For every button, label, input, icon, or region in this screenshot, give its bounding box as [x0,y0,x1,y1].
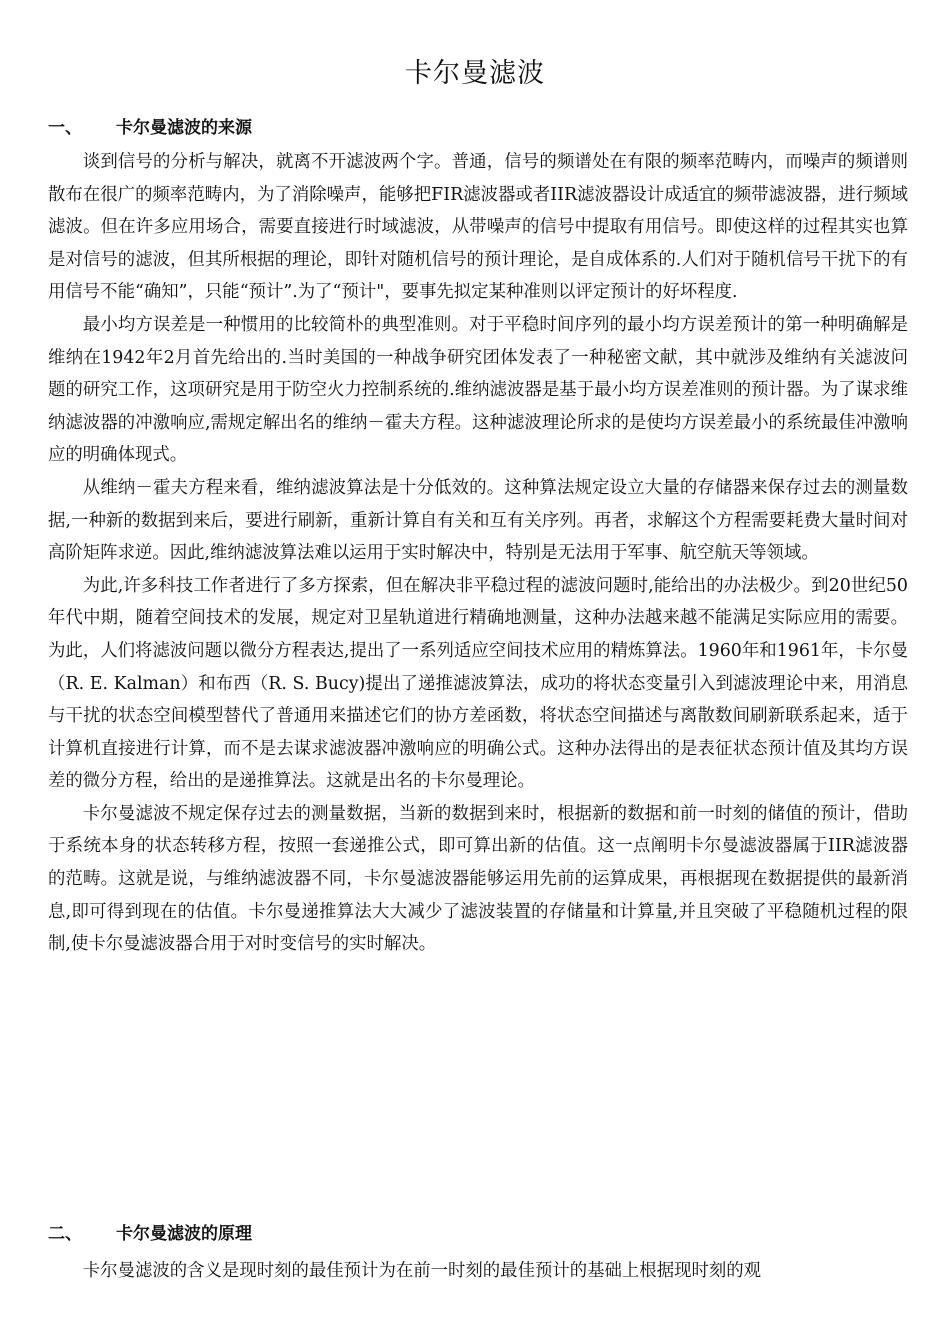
paragraph: 卡尔曼滤波不规定保存过去的测量数据，当新的数据到来时，根据新的数据和前一时刻的储值的预计，借助于系统本身的状态转移方程，按照一套递推公式，即可算出新的估值。这一点阐明卡尔曼滤波器属于IIR滤波器的范畴。这就是说，与维纳滤波器不同，卡尔曼滤波器能够运用先前的运算成果，再根据现在数据提供的最新消息,即可得到现在的估值。卡尔曼递推算法大大减少了滤波装置的存储量和计算量,并且突破了平稳随机过程的限制,使卡尔曼滤波器合用于对时变信号的实时解决。 [48,803,908,955]
paragraph: 从维纳－霍夫方程来看，维纳滤波算法是十分低效的。这种算法规定设立大量的存储器来保存过去的测量数据,一种新的数据到来后，要进行刷新，重新计算自有关和互有关序列。再者，求解这个方程需要耗费大量时间对高阶矩阵求逆。因此,维纳滤波算法难以运用于实时解决中，特别是无法用于军事、航空航天等领域。 [48,477,908,564]
section-title-1: 卡尔曼滤波的来源 [116,118,252,138]
section-body-2 [48,1255,908,1288]
paragraph: 卡尔曼滤波的含义是现时刻的最佳预计为在前一时刻的最佳预计的基础上根据现时刻的观 [82,1261,762,1281]
paragraph: 最小均方误差是一种惯用的比较简朴的典型准则。对于平稳时间序列的最小均方误差预计的第一种明确解是维纳在1942年2月首先给出的.当时美国的一种战争研究团体发表了一种秘密文献，其中就涉及维纳有关滤波问题的研究工作，这项研究是用于防空火力控制系统的.维纳滤波器是基于最小均方误差准则的预计器。为了谋求维纳滤波器的冲激响应,需规定解出名的维纳－霍夫方程。这种滤波理论所求的是使均方误差最小的系统最佳冲激响应的明确体现式。 [48,314,908,466]
paragraph: 为此,许多科技工作者进行了多方探索，但在解决非平稳过程的滤波问题时,能给出的办法极少。到20世纪50年代中期，随着空间技术的发展，规定对卫星轨道进行精确地测量，这种办法越来越不能满足实际应用的需要。为此，人们将滤波问题以微分方程表达,提出了一系列适应空间技术应用的精炼算法。1960年和1961年，卡尔曼（R. E. Kalman）和布西（R. S. Bucy)提出了递推滤波算法，成功的将状态变量引入到滤波理论中来，用消息与干扰的状态空间模型替代了普通用来描述它们的协方差函数，将状态空间描述与离散数间刷新联系起来，适于计算机直接进行计算，而不是去谋求滤波器冲激响应的明确公式。这种办法得出的是表征状态预计值及其均方误差的微分方程，给出的是递推算法。这就是出名的卡尔曼理论。 [48,575,908,792]
section-body-1 [48,146,908,961]
section-heading-1 [48,115,252,141]
section-number-1: 一、 [48,118,82,138]
section-number-2: 二、 [48,1224,82,1244]
section-title-2: 卡尔曼滤波的原理 [116,1224,252,1244]
document-title: 卡尔曼滤波 [405,58,545,89]
section-heading-2 [48,1221,252,1247]
paragraph: 谈到信号的分析与解决，就离不开滤波两个字。普通，信号的频谱处在有限的频率范畴内，而噪声的频谱则散布在很广的频率范畴内，为了消除噪声，能够把FIR滤波器或者IIR滤波器设计成适宜的频带滤波器，进行频域滤波。但在许多应用场合，需要直接进行时域滤波，从带噪声的信号中提取有用信号。即使这样的过程其实也算是对信号的滤波，但其所根据的理论，即针对随机信号的预计理论，是自成体系的.人们对于随机信号干扰下的有用信号不能“确知”，只能“预计”.为了“预计"，要事先拟定某种准则以评定预计的好坏程度. [48,152,908,303]
